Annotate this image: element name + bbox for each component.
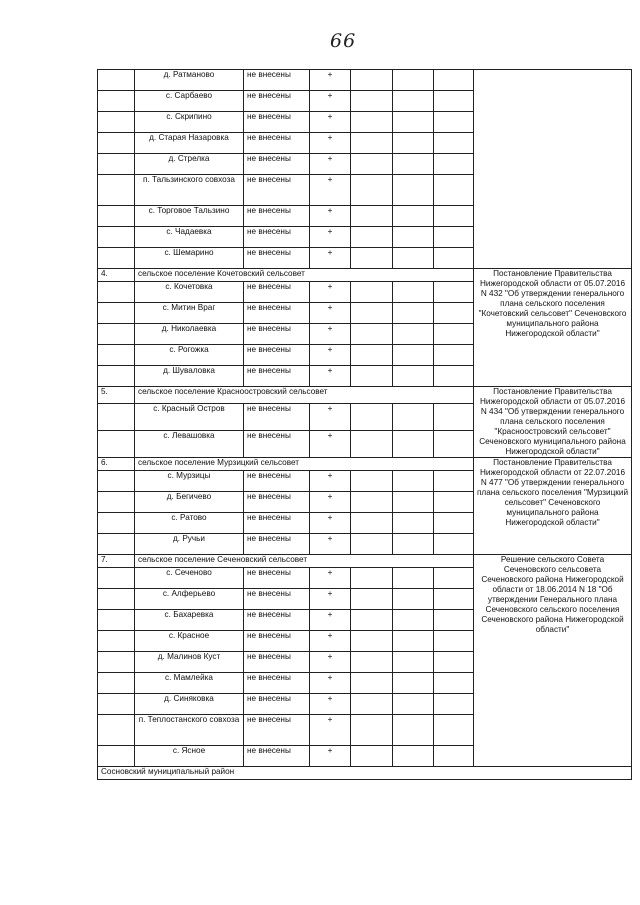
empty-cell — [351, 206, 393, 227]
empty-cell — [351, 568, 393, 589]
plus-mark: + — [310, 746, 351, 767]
plus-mark: + — [310, 673, 351, 694]
plus-mark: + — [310, 492, 351, 513]
locality-name: с. Сеченово — [135, 568, 244, 589]
plus-mark: + — [310, 513, 351, 534]
section-title: сельское поселение Мурзицкий сельсовет — [135, 458, 474, 471]
empty-cell — [393, 154, 434, 175]
empty-cell — [351, 694, 393, 715]
plus-mark: + — [310, 91, 351, 112]
empty-cell — [434, 154, 474, 175]
row-number-cell — [98, 248, 135, 269]
table-row — [98, 70, 632, 91]
regulation-text: Постановление Правительства Нижегородской области от 05.07.2016 N 432 "Об утверждении генерального плана сельского поселения "Кочетовский сельсовет" Сеченовского муниципального района Нижегородской области" — [474, 269, 632, 387]
plus-mark: + — [310, 366, 351, 387]
empty-cell — [434, 492, 474, 513]
plus-mark: + — [310, 403, 351, 430]
row-number-cell — [98, 471, 135, 492]
empty-cell — [393, 471, 434, 492]
plus-mark: + — [310, 227, 351, 248]
empty-cell — [393, 70, 434, 91]
empty-cell — [393, 112, 434, 133]
locality-name: с. Красный Остров — [135, 403, 244, 430]
row-number-cell — [98, 492, 135, 513]
row-number-cell — [98, 282, 135, 303]
locality-name: с. Сарбаево — [135, 91, 244, 112]
plus-mark: + — [310, 112, 351, 133]
empty-cell — [393, 568, 434, 589]
empty-cell — [393, 324, 434, 345]
empty-cell — [393, 91, 434, 112]
empty-cell — [434, 746, 474, 767]
empty-cell — [434, 112, 474, 133]
row-number-cell — [98, 324, 135, 345]
locality-name: с. Чадаевка — [135, 227, 244, 248]
changes-status: не внесены — [244, 673, 310, 694]
locality-name: д. Николаевка — [135, 324, 244, 345]
row-number-cell — [98, 513, 135, 534]
empty-cell — [393, 403, 434, 430]
regulation-cell — [474, 70, 632, 269]
empty-cell — [434, 513, 474, 534]
empty-cell — [393, 610, 434, 631]
empty-cell — [351, 471, 393, 492]
empty-cell — [434, 568, 474, 589]
plus-mark: + — [310, 70, 351, 91]
locality-name: с. Красное — [135, 631, 244, 652]
empty-cell — [393, 303, 434, 324]
changes-status: не внесены — [244, 715, 310, 746]
changes-status: не внесены — [244, 403, 310, 430]
changes-status: не внесены — [244, 206, 310, 227]
empty-cell — [434, 610, 474, 631]
empty-cell — [351, 324, 393, 345]
row-number-cell — [98, 154, 135, 175]
empty-cell — [351, 492, 393, 513]
row-number-cell — [98, 589, 135, 610]
row-number-cell — [98, 175, 135, 206]
empty-cell — [351, 589, 393, 610]
empty-cell — [434, 324, 474, 345]
changes-status: не внесены — [244, 282, 310, 303]
empty-cell — [393, 248, 434, 269]
locality-name: с. Торговое Тальзино — [135, 206, 244, 227]
locality-name: с. Бахаревка — [135, 610, 244, 631]
section-title: сельское поселение Красноостровский сельсовет — [135, 387, 474, 404]
empty-cell — [393, 366, 434, 387]
empty-cell — [351, 133, 393, 154]
empty-cell — [351, 248, 393, 269]
locality-name: д. Ручьи — [135, 534, 244, 555]
row-number-cell — [98, 206, 135, 227]
section-number: 7. — [98, 555, 135, 568]
empty-cell — [434, 694, 474, 715]
regulation-text: Решение сельского Совета Сеченовского сельсовета Сеченовского района Нижегородской области от 18.06.2014 N 18 "Об утверждении Генерального плана Сеченовского сельского поселения Сеченовского района Нижегородской области" — [474, 555, 632, 767]
empty-cell — [351, 175, 393, 206]
empty-cell — [434, 282, 474, 303]
empty-cell — [393, 492, 434, 513]
changes-status: не внесены — [244, 227, 310, 248]
empty-cell — [434, 471, 474, 492]
row-number-cell — [98, 746, 135, 767]
changes-status: не внесены — [244, 133, 310, 154]
changes-status: не внесены — [244, 534, 310, 555]
empty-cell — [351, 403, 393, 430]
changes-status: не внесены — [244, 154, 310, 175]
page-number: 66 — [330, 30, 357, 52]
changes-status: не внесены — [244, 303, 310, 324]
registry-body — [98, 70, 632, 780]
changes-status: не внесены — [244, 366, 310, 387]
locality-name: с. Алферьево — [135, 589, 244, 610]
section-number: 6. — [98, 458, 135, 471]
locality-name: с. Кочетовка — [135, 282, 244, 303]
changes-status: не внесены — [244, 694, 310, 715]
row-number-cell — [98, 91, 135, 112]
changes-status: не внесены — [244, 568, 310, 589]
plus-mark: + — [310, 610, 351, 631]
empty-cell — [351, 91, 393, 112]
plus-mark: + — [310, 589, 351, 610]
empty-cell — [393, 589, 434, 610]
plus-mark: + — [310, 282, 351, 303]
empty-cell — [393, 513, 434, 534]
locality-name: с. Шемарино — [135, 248, 244, 269]
empty-cell — [351, 652, 393, 673]
section-header-row — [98, 269, 632, 282]
plus-mark: + — [310, 568, 351, 589]
section-header-row — [98, 458, 632, 471]
registry-table — [97, 69, 632, 780]
changes-status: не внесены — [244, 589, 310, 610]
empty-cell — [351, 746, 393, 767]
plus-mark: + — [310, 324, 351, 345]
empty-cell — [393, 694, 434, 715]
empty-cell — [393, 631, 434, 652]
row-number-cell — [98, 227, 135, 248]
empty-cell — [434, 91, 474, 112]
empty-cell — [434, 175, 474, 206]
plus-mark: + — [310, 175, 351, 206]
empty-cell — [434, 534, 474, 555]
plus-mark: + — [310, 303, 351, 324]
changes-status: не внесены — [244, 471, 310, 492]
section-header-row — [98, 387, 632, 404]
empty-cell — [393, 652, 434, 673]
empty-cell — [351, 513, 393, 534]
changes-status: не внесены — [244, 175, 310, 206]
empty-cell — [351, 631, 393, 652]
locality-name: д. Шуваловка — [135, 366, 244, 387]
changes-status: не внесены — [244, 513, 310, 534]
locality-name: с. Скрипино — [135, 112, 244, 133]
locality-name: с. Ратово — [135, 513, 244, 534]
plus-mark: + — [310, 715, 351, 746]
empty-cell — [351, 715, 393, 746]
changes-status: не внесены — [244, 492, 310, 513]
empty-cell — [351, 70, 393, 91]
empty-cell — [351, 430, 393, 457]
plus-mark: + — [310, 471, 351, 492]
empty-cell — [434, 589, 474, 610]
changes-status: не внесены — [244, 345, 310, 366]
row-number-cell — [98, 303, 135, 324]
row-number-cell — [98, 133, 135, 154]
regulation-text: Постановление Правительства Нижегородской области от 05.07.2016 N 434 "Об утверждении генерального плана сельского поселения "Красноостровский сельсовет" Сеченовского муниципального района Нижегородской области" — [474, 387, 632, 458]
row-number-cell — [98, 631, 135, 652]
section-number: 4. — [98, 269, 135, 282]
empty-cell — [393, 175, 434, 206]
changes-status: не внесены — [244, 652, 310, 673]
locality-name: с. Мамлейка — [135, 673, 244, 694]
empty-cell — [351, 534, 393, 555]
row-number-cell — [98, 694, 135, 715]
empty-cell — [351, 366, 393, 387]
plus-mark: + — [310, 248, 351, 269]
empty-cell — [434, 248, 474, 269]
plus-mark: + — [310, 631, 351, 652]
empty-cell — [393, 345, 434, 366]
empty-cell — [393, 206, 434, 227]
changes-status: не внесены — [244, 248, 310, 269]
empty-cell — [434, 631, 474, 652]
empty-cell — [351, 345, 393, 366]
row-number-cell — [98, 610, 135, 631]
changes-status: не внесены — [244, 430, 310, 457]
changes-status: не внесены — [244, 91, 310, 112]
locality-name: п. Теплостанского совхоза — [135, 715, 244, 746]
empty-cell — [434, 227, 474, 248]
empty-cell — [434, 673, 474, 694]
row-number-cell — [98, 403, 135, 430]
locality-name: с. Митин Враг — [135, 303, 244, 324]
empty-cell — [393, 282, 434, 303]
section-header-row — [98, 555, 632, 568]
section-title: сельское поселение Сеченовский сельсовет — [135, 555, 474, 568]
empty-cell — [434, 303, 474, 324]
changes-status: не внесены — [244, 631, 310, 652]
plus-mark: + — [310, 154, 351, 175]
empty-cell — [393, 673, 434, 694]
empty-cell — [393, 715, 434, 746]
row-number-cell — [98, 715, 135, 746]
locality-name: д. Стрелка — [135, 154, 244, 175]
plus-mark: + — [310, 206, 351, 227]
regulation-text: Постановление Правительства Нижегородской области от 22.07.2016 N 477 "Об утверждении генерального плана сельского поселения "Мурзицкий сельсовет" Сеченовского муниципального района Нижегородской области" — [474, 458, 632, 555]
empty-cell — [351, 610, 393, 631]
plus-mark: + — [310, 652, 351, 673]
empty-cell — [393, 746, 434, 767]
empty-cell — [434, 652, 474, 673]
empty-cell — [351, 227, 393, 248]
row-number-cell — [98, 366, 135, 387]
empty-cell — [393, 133, 434, 154]
empty-cell — [434, 70, 474, 91]
changes-status: не внесены — [244, 112, 310, 133]
empty-cell — [351, 154, 393, 175]
plus-mark: + — [310, 430, 351, 457]
row-number-cell — [98, 345, 135, 366]
locality-name: с. Ясное — [135, 746, 244, 767]
footer-row — [98, 767, 632, 780]
row-number-cell — [98, 652, 135, 673]
locality-name: с. Рогожка — [135, 345, 244, 366]
empty-cell — [434, 715, 474, 746]
changes-status: не внесены — [244, 610, 310, 631]
empty-cell — [351, 303, 393, 324]
plus-mark: + — [310, 694, 351, 715]
empty-cell — [351, 112, 393, 133]
locality-name: с. Левашовка — [135, 430, 244, 457]
locality-name: д. Старая Назаровка — [135, 133, 244, 154]
row-number-cell — [98, 112, 135, 133]
row-number-cell — [98, 673, 135, 694]
locality-name: д. Малинов Куст — [135, 652, 244, 673]
section-number: 5. — [98, 387, 135, 404]
row-number-cell — [98, 534, 135, 555]
row-number-cell — [98, 70, 135, 91]
row-number-cell — [98, 568, 135, 589]
plus-mark: + — [310, 133, 351, 154]
empty-cell — [351, 673, 393, 694]
plus-mark: + — [310, 345, 351, 366]
locality-name: д. Синяковка — [135, 694, 244, 715]
changes-status: не внесены — [244, 324, 310, 345]
changes-status: не внесены — [244, 746, 310, 767]
plus-mark: + — [310, 534, 351, 555]
changes-status: не внесены — [244, 70, 310, 91]
district-title: Сосновский муниципальный район — [98, 767, 632, 780]
empty-cell — [434, 430, 474, 457]
empty-cell — [434, 366, 474, 387]
locality-name: д. Ратманово — [135, 70, 244, 91]
empty-cell — [434, 133, 474, 154]
empty-cell — [434, 345, 474, 366]
empty-cell — [351, 282, 393, 303]
empty-cell — [393, 534, 434, 555]
locality-name: с. Мурзицы — [135, 471, 244, 492]
locality-name: п. Тальзинского совхоза — [135, 175, 244, 206]
section-title: сельское поселение Кочетовский сельсовет — [135, 269, 474, 282]
empty-cell — [434, 403, 474, 430]
empty-cell — [393, 430, 434, 457]
locality-name: д. Бегичево — [135, 492, 244, 513]
empty-cell — [434, 206, 474, 227]
row-number-cell — [98, 430, 135, 457]
empty-cell — [393, 227, 434, 248]
